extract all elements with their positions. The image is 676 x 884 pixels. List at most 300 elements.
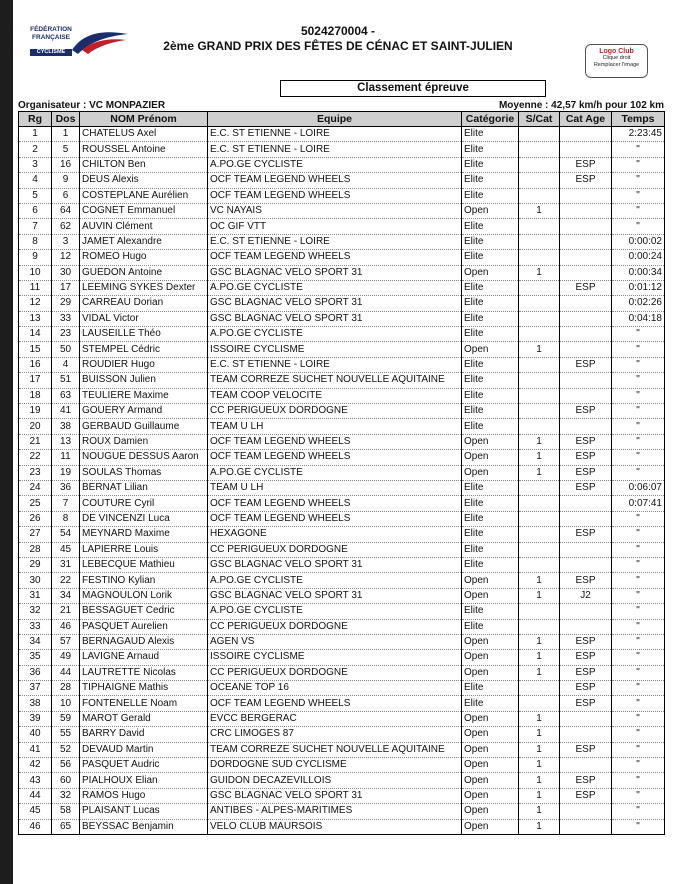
cell-nom-prenom: STEMPEL Cédric	[80, 342, 208, 357]
cell-categorie: Elite	[462, 357, 519, 372]
table-row	[19, 234, 665, 249]
cell-rg: 22	[19, 450, 52, 465]
cell-dos: 52	[52, 742, 80, 757]
cell-rg: 14	[19, 327, 52, 342]
cell-dos: 46	[52, 619, 80, 634]
cell-temps: "	[612, 157, 665, 172]
cell-cat-age	[560, 188, 612, 203]
cell-rg: 35	[19, 650, 52, 665]
cell-equipe: CRC LIMOGES 87	[208, 727, 462, 742]
cell-categorie: Elite	[462, 188, 519, 203]
cell-equipe: OCF TEAM LEGEND WHEELS	[208, 450, 462, 465]
cell-cat-age	[560, 219, 612, 234]
scan-edge	[0, 0, 13, 884]
cell-dos: 57	[52, 634, 80, 649]
cell-equipe: VELO CLUB MAURSOIS	[208, 819, 462, 834]
cell-temps: "	[612, 819, 665, 834]
cell-dos: 7	[52, 496, 80, 511]
logo-line-2: FRANÇAISE	[32, 33, 70, 41]
cell-equipe: E.C. ST ETIENNE - LOIRE	[208, 357, 462, 372]
cell-cat-age: ESP	[560, 480, 612, 495]
cell-s-cat	[519, 681, 560, 696]
cell-s-cat	[519, 219, 560, 234]
table-row	[19, 588, 665, 603]
cell-dos: 45	[52, 542, 80, 557]
cell-cat-age: ESP	[560, 434, 612, 449]
classement-title: Classement épreuve	[280, 80, 546, 97]
cell-categorie: Elite	[462, 619, 519, 634]
cell-s-cat: 1	[519, 727, 560, 742]
cell-s-cat: 1	[519, 804, 560, 819]
cell-temps: "	[612, 619, 665, 634]
cell-cat-age	[560, 142, 612, 157]
table-row	[19, 573, 665, 588]
cell-equipe: OCF TEAM LEGEND WHEELS	[208, 188, 462, 203]
cell-equipe: TEAM U LH	[208, 419, 462, 434]
cell-categorie: Open	[462, 634, 519, 649]
cell-equipe: TEAM COOP VELOCITE	[208, 388, 462, 403]
cell-equipe: GSC BLAGNAC VELO SPORT 31	[208, 296, 462, 311]
cell-categorie: Open	[462, 711, 519, 726]
cell-s-cat	[519, 157, 560, 172]
cell-s-cat: 1	[519, 650, 560, 665]
cell-temps: "	[612, 419, 665, 434]
cell-temps: "	[612, 542, 665, 557]
cell-dos: 64	[52, 203, 80, 218]
cell-dos: 31	[52, 557, 80, 572]
cell-s-cat	[519, 357, 560, 372]
cell-equipe: GSC BLAGNAC VELO SPORT 31	[208, 557, 462, 572]
cell-nom-prenom: CHILTON Ben	[80, 157, 208, 172]
cell-cat-age	[560, 542, 612, 557]
cell-s-cat	[519, 419, 560, 434]
cell-s-cat	[519, 373, 560, 388]
cell-rg: 34	[19, 634, 52, 649]
cell-temps: 0:04:18	[612, 311, 665, 326]
table-row	[19, 773, 665, 788]
table-row	[19, 527, 665, 542]
cell-s-cat: 1	[519, 573, 560, 588]
cell-rg: 2	[19, 142, 52, 157]
logo-club-placeholder[interactable]	[585, 44, 648, 78]
cell-cat-age	[560, 342, 612, 357]
cell-dos: 21	[52, 604, 80, 619]
cell-temps: "	[612, 804, 665, 819]
cell-nom-prenom: COGNET Emmanuel	[80, 203, 208, 218]
cell-nom-prenom: MAGNOULON Lorik	[80, 588, 208, 603]
cell-categorie: Elite	[462, 311, 519, 326]
cell-rg: 38	[19, 696, 52, 711]
cell-s-cat: 1	[519, 665, 560, 680]
table-row	[19, 419, 665, 434]
cell-equipe: A.PO.GE CYCLISTE	[208, 327, 462, 342]
cell-s-cat: 1	[519, 788, 560, 803]
cell-cat-age: ESP	[560, 634, 612, 649]
cell-equipe: GSC BLAGNAC VELO SPORT 31	[208, 588, 462, 603]
table-row	[19, 450, 665, 465]
cell-nom-prenom: CHATELUS Axel	[80, 127, 208, 142]
cell-nom-prenom: FONTENELLE Noam	[80, 696, 208, 711]
cell-rg: 15	[19, 342, 52, 357]
cell-temps: "	[612, 373, 665, 388]
cell-s-cat: 1	[519, 450, 560, 465]
cell-s-cat	[519, 619, 560, 634]
cell-temps: "	[612, 650, 665, 665]
cell-s-cat	[519, 280, 560, 295]
cell-dos: 3	[52, 234, 80, 249]
cell-cat-age	[560, 511, 612, 526]
cell-dos: 32	[52, 788, 80, 803]
table-row	[19, 604, 665, 619]
cell-equipe: OCF TEAM LEGEND WHEELS	[208, 696, 462, 711]
cell-rg: 12	[19, 296, 52, 311]
cell-dos: 22	[52, 573, 80, 588]
cell-categorie: Elite	[462, 296, 519, 311]
cell-nom-prenom: BEYSSAC Benjamin	[80, 819, 208, 834]
cell-nom-prenom: ROUDIER Hugo	[80, 357, 208, 372]
cell-cat-age	[560, 419, 612, 434]
cell-equipe: OCF TEAM LEGEND WHEELS	[208, 434, 462, 449]
cell-rg: 37	[19, 681, 52, 696]
cell-dos: 60	[52, 773, 80, 788]
cell-s-cat: 1	[519, 465, 560, 480]
cell-rg: 1	[19, 127, 52, 142]
cell-temps: "	[612, 681, 665, 696]
cell-cat-age	[560, 727, 612, 742]
cell-nom-prenom: NOUGUE DESSUS Aaron	[80, 450, 208, 465]
cell-rg: 33	[19, 619, 52, 634]
table-row	[19, 127, 665, 142]
cell-dos: 44	[52, 665, 80, 680]
cell-categorie: Elite	[462, 404, 519, 419]
cell-nom-prenom: FESTINO Kylian	[80, 573, 208, 588]
moyenne: Moyenne : 42,57 km/h pour 102 km	[498, 100, 664, 111]
cell-rg: 31	[19, 588, 52, 603]
cell-equipe: ISSOIRE CYCLISME	[208, 650, 462, 665]
cell-equipe: E.C. ST ETIENNE - LOIRE	[208, 127, 462, 142]
cell-temps: "	[612, 573, 665, 588]
cell-rg: 3	[19, 157, 52, 172]
cell-cat-age	[560, 619, 612, 634]
cell-dos: 49	[52, 650, 80, 665]
cell-nom-prenom: AUVIN Clément	[80, 219, 208, 234]
cell-cat-age: ESP	[560, 650, 612, 665]
cell-dos: 23	[52, 327, 80, 342]
cell-cat-age	[560, 203, 612, 218]
cell-nom-prenom: LEBECQUE Mathieu	[80, 557, 208, 572]
cell-nom-prenom: PASQUET Aurelien	[80, 619, 208, 634]
cell-equipe: OCF TEAM LEGEND WHEELS	[208, 173, 462, 188]
cell-dos: 19	[52, 465, 80, 480]
table-row	[19, 758, 665, 773]
cell-cat-age	[560, 819, 612, 834]
cell-equipe: OC GIF VTT	[208, 219, 462, 234]
cell-equipe: AGEN VS	[208, 634, 462, 649]
cell-categorie: Elite	[462, 542, 519, 557]
cell-categorie: Open	[462, 588, 519, 603]
cell-categorie: Elite	[462, 219, 519, 234]
cell-cat-age	[560, 127, 612, 142]
table-row	[19, 434, 665, 449]
cell-nom-prenom: GERBAUD Guillaume	[80, 419, 208, 434]
cell-categorie: Elite	[462, 419, 519, 434]
cell-s-cat: 1	[519, 758, 560, 773]
cell-cat-age	[560, 711, 612, 726]
cell-rg: 32	[19, 604, 52, 619]
cell-categorie: Open	[462, 742, 519, 757]
cell-rg: 45	[19, 804, 52, 819]
cell-rg: 9	[19, 250, 52, 265]
cell-dos: 33	[52, 311, 80, 326]
cell-categorie: Elite	[462, 127, 519, 142]
table-row	[19, 696, 665, 711]
cell-rg: 6	[19, 203, 52, 218]
cell-nom-prenom: COSTEPLANE Aurélien	[80, 188, 208, 203]
cell-nom-prenom: DEUS Alexis	[80, 173, 208, 188]
cell-cat-age	[560, 250, 612, 265]
cell-nom-prenom: JAMET Alexandre	[80, 234, 208, 249]
cell-temps: 0:00:02	[612, 234, 665, 249]
cell-nom-prenom: CARREAU Dorian	[80, 296, 208, 311]
cell-rg: 4	[19, 173, 52, 188]
cell-nom-prenom: TEULIERE Maxime	[80, 388, 208, 403]
cell-nom-prenom: GOUERY Armand	[80, 404, 208, 419]
cell-equipe: DORDOGNE SUD CYCLISME	[208, 758, 462, 773]
cell-nom-prenom: MEYNARD Maxime	[80, 527, 208, 542]
col-header-equipe: Equipe	[208, 112, 462, 127]
cell-s-cat	[519, 250, 560, 265]
table-header-row	[19, 112, 665, 127]
cell-equipe: CC PERIGUEUX DORDOGNE	[208, 542, 462, 557]
cell-equipe: E.C. ST ETIENNE - LOIRE	[208, 142, 462, 157]
results-table	[18, 111, 665, 835]
cell-temps: "	[612, 773, 665, 788]
cell-categorie: Elite	[462, 557, 519, 572]
cell-cat-age	[560, 804, 612, 819]
cell-nom-prenom: DEVAUD Martin	[80, 742, 208, 757]
cell-temps: "	[612, 588, 665, 603]
cell-temps: 0:00:34	[612, 265, 665, 280]
cell-cat-age	[560, 234, 612, 249]
cell-categorie: Elite	[462, 157, 519, 172]
cell-s-cat	[519, 142, 560, 157]
cell-cat-age: J2	[560, 588, 612, 603]
table-row	[19, 404, 665, 419]
table-row	[19, 496, 665, 511]
cell-categorie: Open	[462, 465, 519, 480]
cell-temps: 0:07:41	[612, 496, 665, 511]
cell-temps: "	[612, 557, 665, 572]
cell-dos: 6	[52, 188, 80, 203]
cell-nom-prenom: BUISSON Julien	[80, 373, 208, 388]
table-row	[19, 650, 665, 665]
cell-equipe: HEXAGONE	[208, 527, 462, 542]
cell-dos: 50	[52, 342, 80, 357]
cell-s-cat: 1	[519, 342, 560, 357]
cell-categorie: Elite	[462, 234, 519, 249]
cell-categorie: Open	[462, 773, 519, 788]
cell-cat-age	[560, 296, 612, 311]
cell-temps: "	[612, 404, 665, 419]
cell-s-cat: 1	[519, 203, 560, 218]
logo-club-line2: Remplacer l'image	[593, 62, 640, 68]
col-header-categorie: Catégorie	[462, 112, 519, 127]
cell-cat-age: ESP	[560, 742, 612, 757]
cell-cat-age: ESP	[560, 357, 612, 372]
cell-cat-age: ESP	[560, 527, 612, 542]
cell-categorie: Open	[462, 758, 519, 773]
cell-temps: 2:23:45	[612, 127, 665, 142]
cell-temps: "	[612, 788, 665, 803]
cell-cat-age: ESP	[560, 696, 612, 711]
cell-temps: "	[612, 711, 665, 726]
cell-nom-prenom: PIALHOUX Elian	[80, 773, 208, 788]
cell-rg: 41	[19, 742, 52, 757]
cell-temps: "	[612, 604, 665, 619]
table-row	[19, 173, 665, 188]
table-row	[19, 542, 665, 557]
col-header-dos: Dos	[52, 112, 80, 127]
cell-temps: "	[612, 450, 665, 465]
cell-rg: 8	[19, 234, 52, 249]
cell-temps: "	[612, 327, 665, 342]
cell-rg: 24	[19, 480, 52, 495]
col-header-nom-prenom: NOM Prénom	[80, 112, 208, 127]
cell-categorie: Elite	[462, 527, 519, 542]
cell-s-cat: 1	[519, 711, 560, 726]
cell-dos: 13	[52, 434, 80, 449]
cell-rg: 46	[19, 819, 52, 834]
cell-cat-age: ESP	[560, 665, 612, 680]
cell-rg: 27	[19, 527, 52, 542]
cell-s-cat	[519, 234, 560, 249]
cell-dos: 65	[52, 819, 80, 834]
cell-nom-prenom: BARRY David	[80, 727, 208, 742]
cell-s-cat	[519, 557, 560, 572]
cell-dos: 56	[52, 758, 80, 773]
cell-temps: 0:02:26	[612, 296, 665, 311]
table-row	[19, 188, 665, 203]
cell-dos: 30	[52, 265, 80, 280]
cell-s-cat	[519, 188, 560, 203]
cell-equipe: A.PO.GE CYCLISTE	[208, 573, 462, 588]
cell-s-cat	[519, 527, 560, 542]
table-row	[19, 681, 665, 696]
cell-temps: "	[612, 634, 665, 649]
table-row	[19, 373, 665, 388]
cell-temps: "	[612, 357, 665, 372]
cell-equipe: A.PO.GE CYCLISTE	[208, 465, 462, 480]
table-row	[19, 296, 665, 311]
table-row	[19, 804, 665, 819]
cell-dos: 4	[52, 357, 80, 372]
cell-cat-age: ESP	[560, 157, 612, 172]
table-body	[19, 127, 665, 835]
cell-rg: 7	[19, 219, 52, 234]
cell-cat-age	[560, 327, 612, 342]
cell-categorie: Elite	[462, 681, 519, 696]
cell-categorie: Elite	[462, 373, 519, 388]
logo-club-line1: Clique droit	[602, 55, 631, 61]
cell-dos: 17	[52, 280, 80, 295]
cell-equipe: OCF TEAM LEGEND WHEELS	[208, 496, 462, 511]
cell-equipe: A.PO.GE CYCLISTE	[208, 604, 462, 619]
cell-cat-age	[560, 388, 612, 403]
cell-rg: 29	[19, 557, 52, 572]
cell-s-cat	[519, 127, 560, 142]
table-row	[19, 465, 665, 480]
cell-categorie: Elite	[462, 327, 519, 342]
cell-dos: 5	[52, 142, 80, 157]
cell-nom-prenom: BESSAGUET Cedric	[80, 604, 208, 619]
cell-nom-prenom: ROMEO Hugo	[80, 250, 208, 265]
cell-nom-prenom: ROUSSEL Antoine	[80, 142, 208, 157]
cell-equipe: VC NAYAIS	[208, 203, 462, 218]
cell-s-cat	[519, 496, 560, 511]
cell-cat-age: ESP	[560, 404, 612, 419]
cell-cat-age	[560, 311, 612, 326]
cell-equipe: TEAM CORREZE SUCHET NOUVELLE AQUITAINE	[208, 742, 462, 757]
cell-s-cat	[519, 404, 560, 419]
cell-categorie: Open	[462, 788, 519, 803]
cell-temps: "	[612, 511, 665, 526]
cell-cat-age	[560, 758, 612, 773]
table-row	[19, 727, 665, 742]
logo-band: CYCLISME	[30, 49, 72, 56]
cell-rg: 19	[19, 404, 52, 419]
table-row	[19, 480, 665, 495]
cell-categorie: Elite	[462, 496, 519, 511]
cell-s-cat	[519, 511, 560, 526]
cell-nom-prenom: SOULAS Thomas	[80, 465, 208, 480]
cell-temps: "	[612, 219, 665, 234]
table-row	[19, 619, 665, 634]
table-row	[19, 327, 665, 342]
col-header-s-cat: S/Cat	[519, 112, 560, 127]
table-row	[19, 157, 665, 172]
cell-rg: 11	[19, 280, 52, 295]
cell-nom-prenom: ROUX Damien	[80, 434, 208, 449]
table-row	[19, 788, 665, 803]
cell-dos: 41	[52, 404, 80, 419]
cell-categorie: Open	[462, 804, 519, 819]
event-number: 5024270004 -	[300, 24, 376, 38]
col-header-temps: Temps	[612, 112, 665, 127]
cell-dos: 38	[52, 419, 80, 434]
cell-temps: "	[612, 434, 665, 449]
cell-rg: 23	[19, 465, 52, 480]
table-row	[19, 511, 665, 526]
cell-s-cat	[519, 480, 560, 495]
cell-dos: 36	[52, 480, 80, 495]
cell-equipe: GSC BLAGNAC VELO SPORT 31	[208, 311, 462, 326]
cell-dos: 12	[52, 250, 80, 265]
table-row	[19, 280, 665, 295]
cell-equipe: ANTIBES - ALPES-MARITIMES	[208, 804, 462, 819]
cell-equipe: A.PO.GE CYCLISTE	[208, 157, 462, 172]
cell-temps: "	[612, 342, 665, 357]
cell-temps: "	[612, 173, 665, 188]
cell-categorie: Elite	[462, 388, 519, 403]
table-row	[19, 557, 665, 572]
cell-temps: "	[612, 142, 665, 157]
cell-dos: 10	[52, 696, 80, 711]
cell-s-cat	[519, 327, 560, 342]
cell-categorie: Elite	[462, 142, 519, 157]
cell-categorie: Elite	[462, 480, 519, 495]
table-row	[19, 711, 665, 726]
table-row	[19, 665, 665, 680]
